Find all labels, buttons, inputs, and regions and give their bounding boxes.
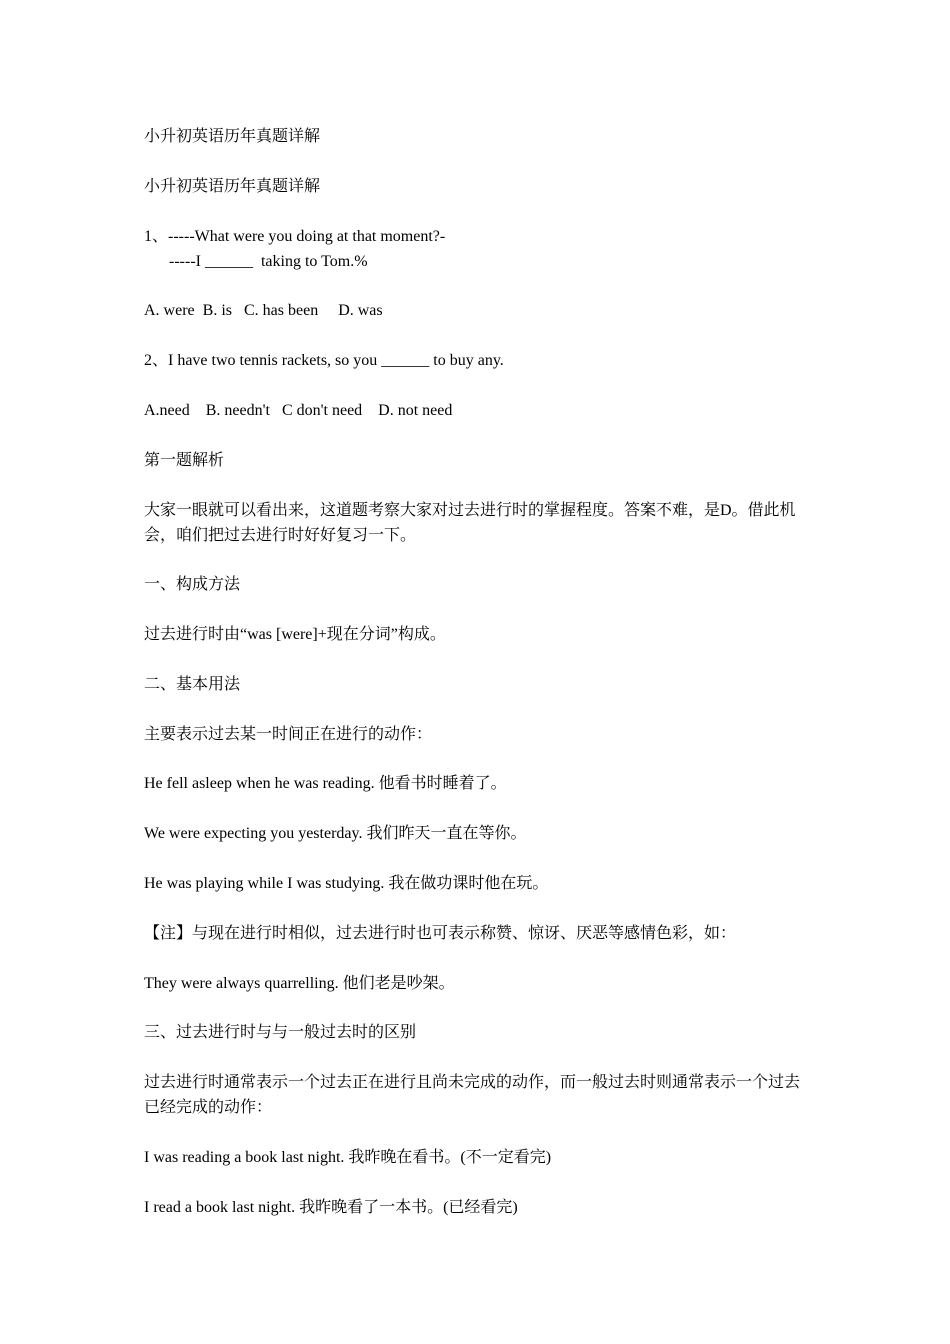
analysis-heading: 第一题解析: [144, 452, 225, 469]
question-1-line-1: 1、-----What were you doing at that moment?-: [144, 228, 446, 245]
question-1-options: A. were B. is C. has been D. was: [144, 302, 383, 319]
example-5: I was reading a book last night. 我昨晚在看书。(不一定看完): [144, 1149, 552, 1166]
section-3-paragraph: 过去进行时通常表示一个过去正在进行且尚未完成的动作，而一般过去时则通常表示一个过去已经完成的动作：: [144, 1074, 801, 1116]
note-text: 【注】与现在进行时相似，过去进行时也可表示称赞、惊讶、厌恶等感情色彩，如：: [144, 925, 737, 942]
analysis-paragraph: 大家一眼就可以看出来，这道题考察大家对过去进行时的掌握程度。答案不难，是D。借此机会，咱们把过去进行时好好复习一下。: [144, 502, 796, 544]
example-6: I read a book last night. 我昨晚看了一本书。(已经看完): [144, 1199, 518, 1216]
section-2-heading: 二、基本用法: [144, 676, 241, 693]
question-2: 2、I have two tennis rackets, so you ______ to buy any.: [144, 352, 504, 369]
section-1-text: 过去进行时由“was [were]+现在分词”构成。: [144, 626, 446, 643]
example-4: They were always quarrelling. 他们老是吵架。: [144, 975, 455, 992]
section-1-heading: 一、构成方法: [144, 576, 241, 593]
document-subtitle: 小升初英语历年真题详解: [144, 178, 321, 195]
question-1-line-2: -----I ______ taking to Tom.%: [169, 253, 368, 270]
question-2-options: A.need B. needn't C don't need D. not need: [144, 402, 453, 419]
document-title: 小升初英语历年真题详解: [144, 128, 321, 145]
example-1: He fell asleep when he was reading. 他看书时睡着了。: [144, 775, 507, 792]
example-3: He was playing while I was studying. 我在做功课时他在玩。: [144, 875, 549, 892]
example-2: We were expecting you yesterday. 我们昨天一直在等你。: [144, 825, 527, 842]
section-3-heading: 三、过去进行时与与一般过去时的区别: [144, 1024, 417, 1041]
section-2-text: 主要表示过去某一时间正在进行的动作：: [144, 726, 433, 743]
